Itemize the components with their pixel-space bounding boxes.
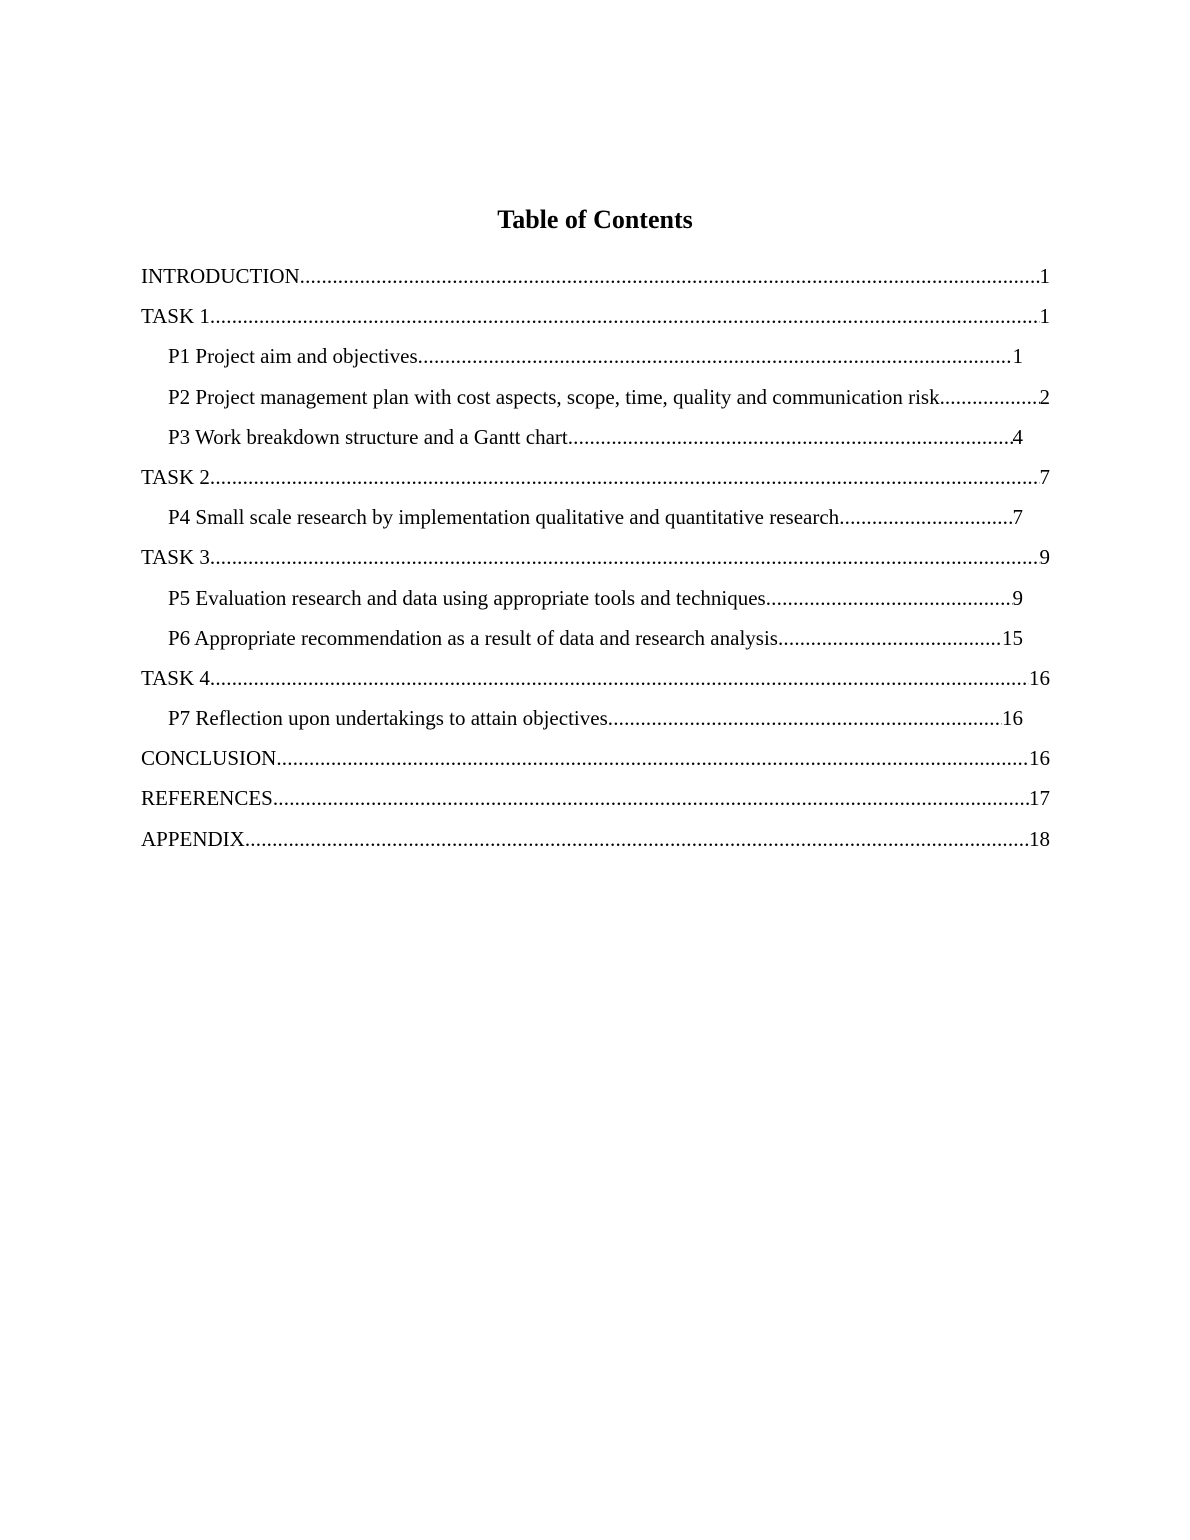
dot-leader <box>210 541 1040 573</box>
toc-entry-label: TASK 4 <box>141 665 210 690</box>
toc-entry-conclusion[interactable] <box>141 742 1050 782</box>
dot-leader <box>245 823 1029 855</box>
toc-entry-page-number: 9 <box>1039 545 1050 570</box>
toc-entry-page-number: 18 <box>1029 826 1050 851</box>
toc-entry-page-number: 1 <box>1012 344 1023 369</box>
toc-entry-task-1[interactable] <box>141 300 1050 340</box>
toc-list <box>141 260 1050 863</box>
dot-leader <box>839 501 1012 533</box>
toc-entry-page-number: 4 <box>1012 424 1023 449</box>
toc-entry-task-3[interactable] <box>141 541 1050 581</box>
dot-leader <box>273 782 1029 814</box>
dot-leader <box>210 662 1029 694</box>
toc-entry-page-number: 7 <box>1012 505 1023 530</box>
toc-entry-page-number: 17 <box>1029 786 1050 811</box>
toc-entry-label: TASK 2 <box>141 464 210 489</box>
toc-entry-task-4[interactable] <box>141 662 1050 702</box>
dot-leader <box>568 421 1013 453</box>
toc-entry-label: CONCLUSION <box>141 746 277 771</box>
toc-entry-page-number: 1 <box>1039 264 1050 288</box>
toc-entry-page-number: 15 <box>1002 625 1023 650</box>
dot-leader <box>945 381 1040 413</box>
toc-entry-p6[interactable] <box>168 622 1023 662</box>
toc-entry-p4[interactable] <box>168 501 1023 541</box>
toc-entry-page-number: 16 <box>1029 665 1050 690</box>
dot-leader <box>276 742 1029 774</box>
toc-entry-page-number: 16 <box>1029 746 1050 771</box>
toc-entry-label: P7 Reflection upon undertakings to attain objectives <box>168 706 608 731</box>
toc-entry-p2[interactable] <box>168 381 1050 421</box>
dot-leader <box>210 300 1040 332</box>
toc-entry-page-number: 7 <box>1039 464 1050 489</box>
toc-entry-label: REFERENCES <box>141 786 273 811</box>
dot-leader <box>766 582 1013 614</box>
toc-entry-label: P3 Work breakdown structure and a Gantt chart <box>168 424 568 449</box>
dot-leader <box>608 702 1002 734</box>
toc-title: Table of Contents <box>497 205 693 234</box>
toc-entry-label: P2 Project management plan with cost aspects, scope, time, quality and communication risk. <box>168 384 945 409</box>
dot-leader <box>300 260 1040 292</box>
toc-entry-p5[interactable] <box>168 582 1023 622</box>
toc-entry-p7[interactable] <box>168 702 1023 742</box>
toc-entry-page-number: 1 <box>1039 304 1050 329</box>
toc-entry-label: P6 Appropriate recommendation as a result of data and research analysis <box>168 625 778 650</box>
toc-entry-label: APPENDIX <box>141 826 245 851</box>
toc-entry-appendix[interactable] <box>141 823 1050 863</box>
dot-leader <box>418 340 1013 372</box>
toc-entry-label: TASK 3 <box>141 545 210 570</box>
toc-entry-p3[interactable] <box>168 421 1023 461</box>
toc-entry-label: INTRODUCTION <box>141 264 300 288</box>
toc-entry-page-number: 16 <box>1002 706 1023 731</box>
toc-entry-label: TASK 1 <box>141 304 210 329</box>
dot-leader <box>778 622 1002 654</box>
toc-entry-label: P4 Small scale research by implementation qualitative and quantitative research <box>168 505 840 530</box>
toc-entry-task-2[interactable] <box>141 461 1050 501</box>
toc-entry-label: P1 Project aim and objectives <box>168 344 418 369</box>
toc-entry-label: P5 Evaluation research and data using appropriate tools and techniques <box>168 585 766 610</box>
toc-entry-introduction[interactable] <box>141 260 1050 300</box>
toc-entry-page-number: 9 <box>1012 585 1023 610</box>
toc-entry-p1[interactable] <box>168 340 1023 380</box>
toc-entry-page-number: 2 <box>1039 384 1050 409</box>
dot-leader <box>210 461 1040 493</box>
toc-entry-references[interactable] <box>141 782 1050 822</box>
